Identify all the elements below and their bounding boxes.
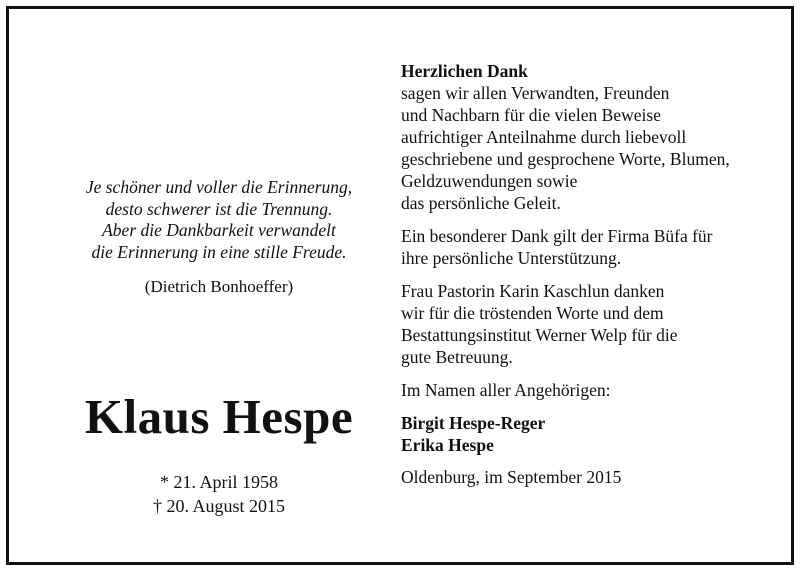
deceased-name: Klaus Hespe: [84, 389, 354, 444]
quote-line: desto schwerer ist die Trennung.: [105, 198, 333, 219]
left-column: [9, 9, 429, 562]
thanks-line: und Nachbarn für die vielen Beweise: [401, 105, 661, 125]
thanks-heading: Herzlichen Dank: [401, 61, 528, 81]
company-thanks-line: Ein besonderer Dank gilt der Firma Büfa für: [401, 226, 713, 246]
pastor-thanks-line: Frau Pastorin Karin Kaschlun danken: [401, 281, 665, 301]
on-behalf-line: Im Namen aller Angehörigen:: [401, 380, 611, 400]
quote-line: Je schöner und voller die Erinnerung,: [85, 177, 353, 197]
company-thanks-paragraph: [401, 225, 781, 269]
pastor-thanks-paragraph: [401, 280, 781, 368]
death-date: † 20. August 2015: [152, 496, 285, 516]
thanks-line: das persönliche Geleit.: [401, 193, 561, 213]
pastor-thanks-line: Bestattungsinstitut Werner Welp für die: [401, 325, 678, 345]
company-thanks-line: ihre persönliche Unterstützung.: [401, 248, 622, 268]
quote-attribution: (Dietrich Bonhoeffer): [144, 277, 294, 296]
thanks-line: Geldzuwendungen sowie: [401, 171, 578, 191]
right-column: [401, 60, 781, 488]
pastor-thanks-line: gute Betreuung.: [401, 347, 513, 367]
thanks-line: aufrichtiger Anteilnahme durch liebevoll: [401, 127, 687, 147]
birth-date: * 21. April 1958: [159, 472, 278, 492]
signer-name: Birgit Hespe-Reger: [401, 413, 546, 433]
signer-name: Erika Hespe: [401, 435, 494, 455]
quote-line: Aber die Dankbarkeit verwandelt: [102, 220, 336, 240]
signers: [401, 412, 781, 456]
obituary-card: [6, 6, 794, 565]
pastor-thanks-line: wir für die tröstenden Worte und dem: [401, 303, 664, 323]
bonhoeffer-quote: [9, 177, 429, 263]
thanks-line: sagen wir allen Verwandten, Freunden: [401, 83, 670, 103]
quote-line: die Erinnerung in eine stille Freude.: [91, 241, 347, 262]
place-date: Oldenburg, im September 2015: [401, 467, 622, 487]
thanks-paragraph: [401, 60, 781, 214]
life-dates: [9, 470, 429, 518]
thanks-line: geschriebene und gesprochene Worte, Blumen,: [401, 149, 730, 169]
